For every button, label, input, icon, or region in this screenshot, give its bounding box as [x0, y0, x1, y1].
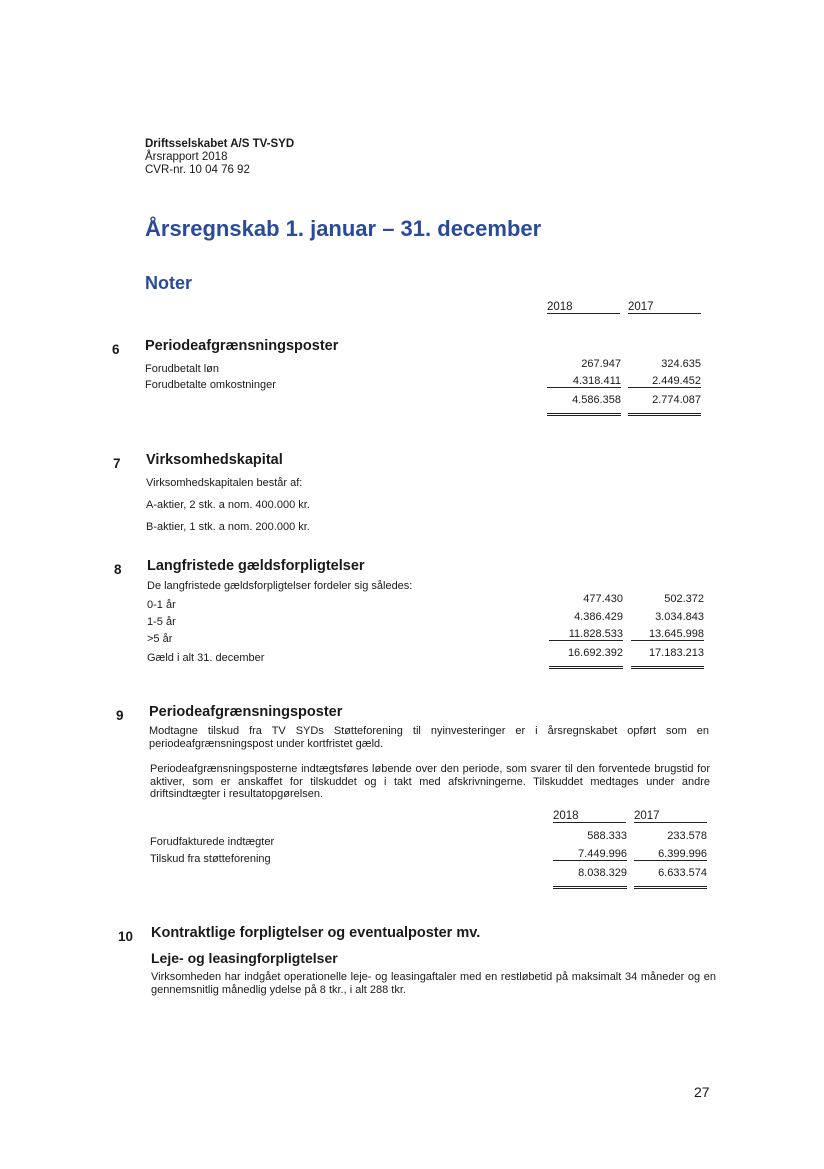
note-8-value: 4.386.429: [574, 611, 623, 623]
note-6-value: 324.635: [661, 358, 701, 370]
note-8-total-label: Gæld i alt 31. december: [147, 652, 265, 664]
note-10-title: Kontraktlige forpligtelser og eventualposter mv.: [151, 925, 481, 941]
note-9-double-rule: [553, 886, 627, 889]
note-6-value: 267.947: [581, 358, 621, 370]
note-10-number: 10: [118, 929, 134, 944]
cvr-number: CVR-nr. 10 04 76 92: [145, 164, 250, 176]
year-header-2017: 2017: [628, 301, 701, 314]
note-8-row-label: 1-5 år: [147, 616, 176, 628]
note-9-total: 8.038.329: [578, 867, 627, 879]
note-9-title: Periodeafgrænsningsposter: [149, 704, 343, 720]
note-8-total: 16.692.392: [567, 647, 623, 659]
page-title: Årsregnskab 1. januar – 31. december: [145, 216, 542, 241]
note-8-double-rule: [549, 666, 623, 669]
company-header: [145, 138, 294, 177]
note-7-line: B-aktier, 1 stk. a nom. 200.000 kr.: [146, 521, 310, 533]
note-6-total: 2.774.087: [652, 394, 701, 406]
note-9-paragraph-1: Modtagne tilskud fra TV SYDs Støtteforening til nyinvesteringer er i årsregnskabet opført som en periodeafgrænsningspost under kortfristet gæld.: [149, 725, 709, 750]
note-8-title: Langfristede gældsforpligtelser: [147, 558, 365, 574]
note-10-paragraph: Virksomheden har indgået operationelle leje- og leasingaftaler med en restløbetid på maksimalt 34 måneder og en gennemsnitlig månedlig ydelse på 8 tkr., i alt 288 tkr.: [151, 971, 716, 996]
note-9-value: 6.399.996: [634, 848, 707, 861]
note-9-value: 7.449.996: [553, 848, 627, 861]
note-9-double-rule: [634, 886, 707, 889]
note-10-subtitle: Leje- og leasingforpligtelser: [151, 950, 338, 966]
note-8-value: 477.430: [583, 593, 623, 605]
note-9-number: 9: [116, 708, 124, 723]
note-7-line: Virksomhedskapitalen består af:: [146, 477, 303, 489]
note-8-total: 17.183.213: [648, 647, 704, 659]
year-header-2017: 2017: [634, 810, 707, 823]
note-6-total: 4.586.358: [572, 394, 621, 406]
note-6-number: 6: [112, 342, 120, 357]
company-name: Driftsselskabet A/S TV-SYD: [145, 138, 295, 150]
report-name: Årsrapport 2018: [145, 151, 228, 163]
note-8-value: 13.645.998: [631, 628, 704, 641]
note-6-row-label: Forudbetalt løn: [145, 363, 219, 375]
note-9-value: 233.578: [667, 830, 707, 842]
note-9-row-label: Tilskud fra støtteforening: [150, 853, 271, 865]
note-8-row-label: >5 år: [147, 633, 173, 645]
note-7-number: 7: [113, 456, 121, 471]
note-7-line: A-aktier, 2 stk. a nom. 400.000 kr.: [146, 499, 310, 511]
section-title: Noter: [145, 273, 193, 293]
note-8-value: 3.034.843: [655, 611, 704, 623]
note-9-row-label: Forudfakturede indtægter: [150, 836, 275, 848]
note-7-title: Virksomhedskapital: [146, 452, 283, 468]
note-6-value: 2.449.452: [628, 375, 701, 388]
note-6-value: 4.318.411: [547, 375, 621, 388]
note-9-value: 588.333: [587, 830, 627, 842]
note-6-double-rule: [547, 413, 621, 416]
note-6-double-rule: [628, 413, 701, 416]
note-9-total: 6.633.574: [658, 867, 707, 879]
note-8-double-rule: [631, 666, 704, 669]
year-header-2018: 2018: [553, 810, 626, 823]
note-9-paragraph-2: Periodeafgrænsningsposterne indtægtsføres løbende over den periode, som svarer til den forventede brugstid for aktiver, som er anskaffet for tilskuddet og i takt med afskrivningerne. Tilskuddet medtages under andre driftsindtægter i resultatopgørelsen.: [150, 763, 710, 800]
note-8-intro: De langfristede gældsforpligtelser fordeler sig således:: [147, 580, 413, 592]
note-8-value: 502.372: [664, 593, 704, 605]
note-6-row-label: Forudbetalte omkostninger: [145, 379, 276, 391]
note-8-row-label: 0-1 år: [147, 599, 176, 611]
note-6-title: Periodeafgrænsningsposter: [145, 338, 339, 354]
note-8-number: 8: [114, 562, 122, 577]
year-header-2018: 2018: [547, 301, 620, 314]
page-number: 27: [694, 1084, 710, 1100]
note-8-value: 11.828.533: [549, 628, 623, 641]
